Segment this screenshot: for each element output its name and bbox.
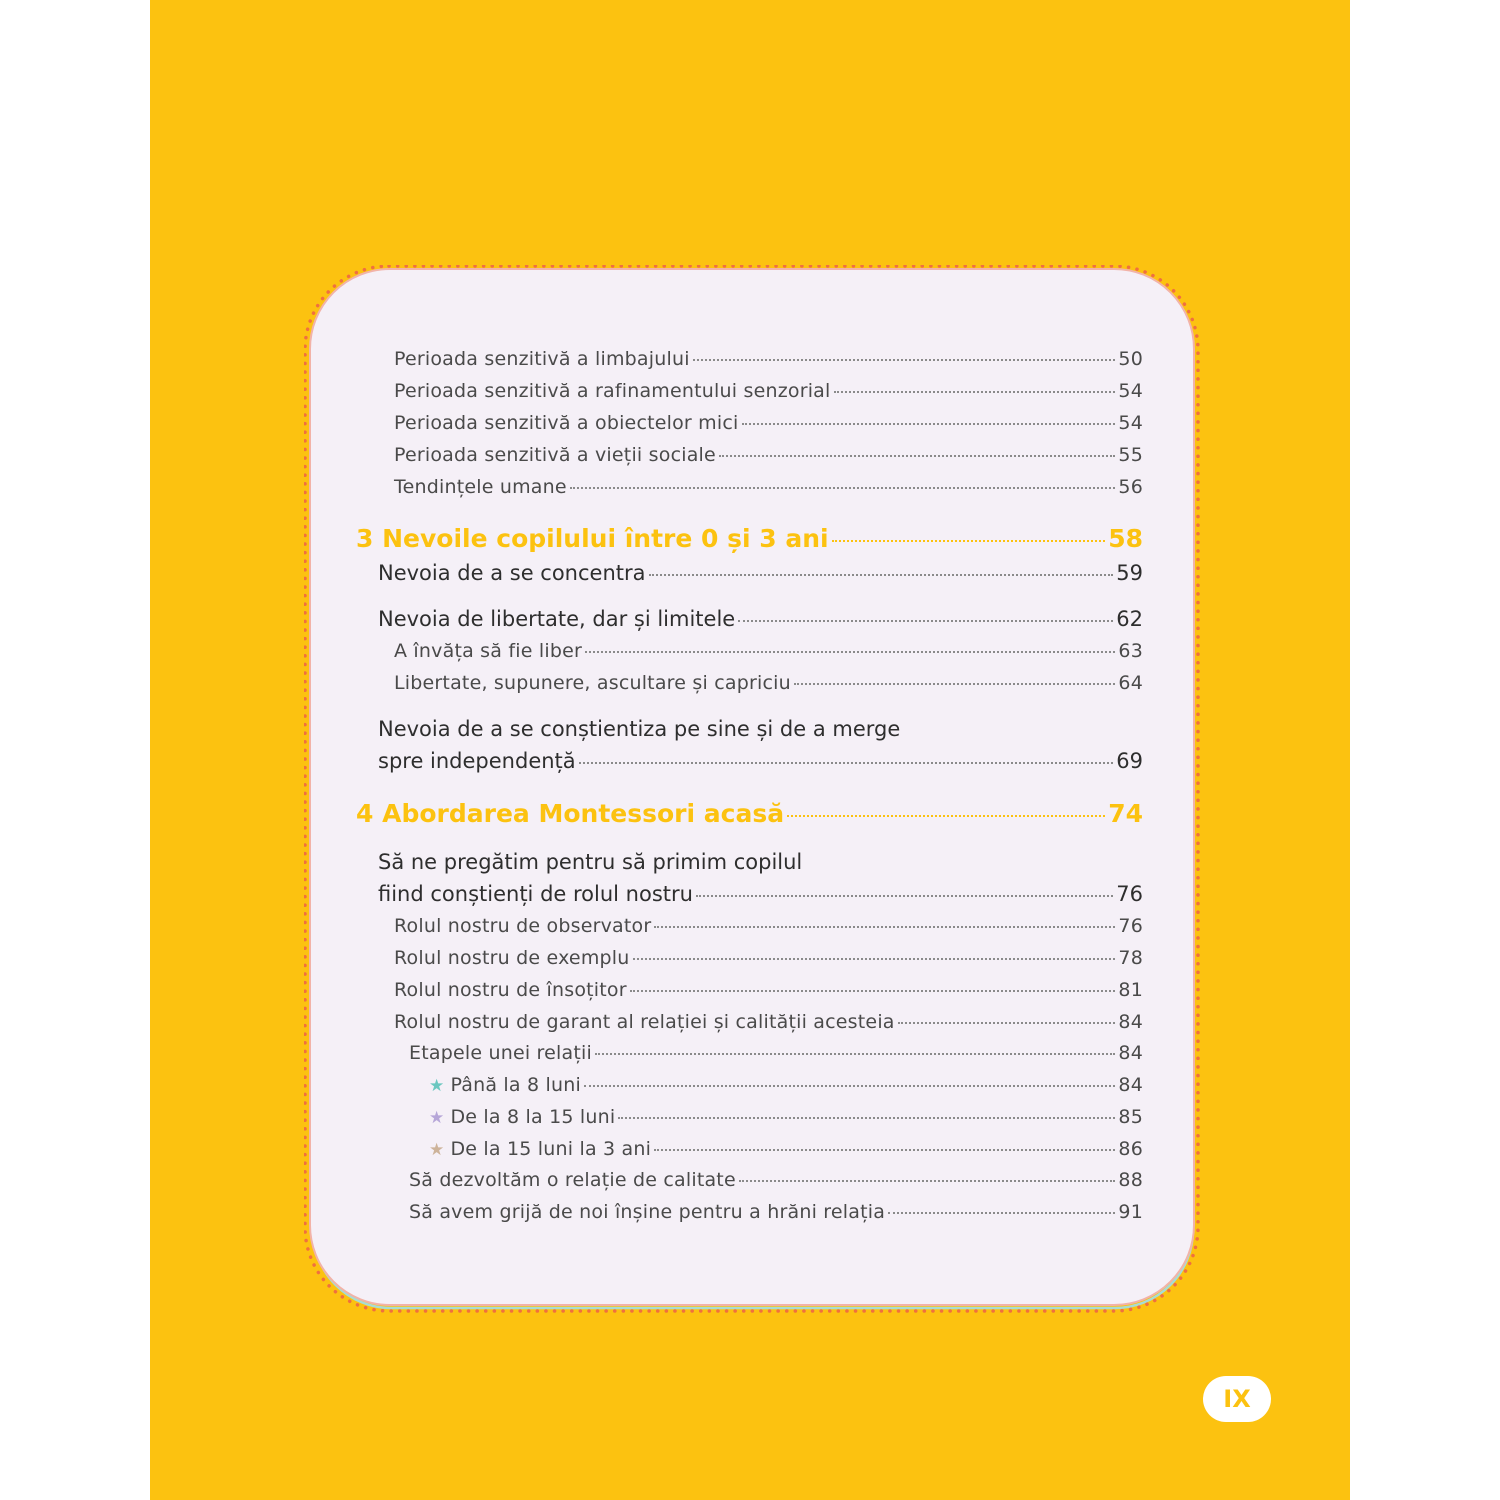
leader-dots xyxy=(595,1053,1115,1055)
entry-title: fiind conștienți de rolul nostru xyxy=(378,882,693,906)
chapter-heading[interactable] xyxy=(356,524,1143,553)
entry-title: Tendințele umane xyxy=(394,476,567,498)
leader-dots xyxy=(794,683,1116,685)
entry-page: 84 xyxy=(1118,1011,1143,1033)
toc-entry[interactable] xyxy=(378,607,1143,631)
entry-title: Perioada senzitivă a limbajului xyxy=(394,348,690,370)
entry-title: spre independență xyxy=(378,749,576,773)
entry-page: 69 xyxy=(1116,749,1143,773)
leader-dots xyxy=(834,391,1116,393)
toc-entry[interactable] xyxy=(378,882,1143,906)
leader-dots xyxy=(579,762,1114,764)
toc-entry[interactable] xyxy=(409,1201,1143,1223)
entry-page: 63 xyxy=(1118,640,1143,662)
entry-page: 84 xyxy=(1118,1074,1143,1096)
entry-page: 62 xyxy=(1116,607,1143,631)
entry-title: Nevoia de libertate, dar și limitele xyxy=(378,607,736,631)
entry-title: Rolul nostru de exemplu xyxy=(394,947,630,969)
entry-page: 88 xyxy=(1118,1169,1143,1191)
entry-title: A învăța să fie liber xyxy=(394,640,582,662)
leader-dots xyxy=(649,574,1114,576)
entry-page: 56 xyxy=(1118,476,1143,498)
leader-dots xyxy=(898,1022,1116,1024)
leader-dots xyxy=(630,990,1116,992)
toc-entry[interactable] xyxy=(429,1074,1143,1096)
toc-entry[interactable] xyxy=(394,476,1143,498)
chapter-page: 74 xyxy=(1108,799,1143,828)
leader-dots xyxy=(654,1149,1115,1151)
entry-title: Perioada senzitivă a vieții sociale xyxy=(394,444,716,466)
page-number-badge: IX xyxy=(1203,1376,1271,1422)
leader-dots xyxy=(696,895,1113,897)
entry-title-line1: Nevoia de a se conștientiza pe sine și de a merge xyxy=(378,717,901,741)
toc-entry[interactable] xyxy=(409,1042,1143,1064)
leader-dots xyxy=(832,540,1106,542)
entry-page: 76 xyxy=(1118,915,1143,937)
entry-page: 50 xyxy=(1118,348,1143,370)
entry-title: De la 15 luni la 3 ani xyxy=(450,1138,652,1160)
leader-dots xyxy=(570,487,1116,489)
entry-title: De la 8 la 15 luni xyxy=(450,1106,616,1128)
entry-page: 81 xyxy=(1118,979,1143,1001)
entry-page: 85 xyxy=(1118,1106,1143,1128)
toc-entry[interactable] xyxy=(378,561,1143,585)
chapter-title: 4 Abordarea Montessori acasă xyxy=(356,799,785,828)
chapter-heading[interactable] xyxy=(356,799,1143,828)
entry-title-line1: Să ne pregătim pentru să primim copilul xyxy=(378,850,803,874)
entry-title: Etapele unei relații xyxy=(409,1042,592,1064)
toc-entry[interactable] xyxy=(378,749,1143,773)
leader-dots xyxy=(787,815,1105,817)
leader-dots xyxy=(618,1117,1115,1119)
entry-page: 86 xyxy=(1118,1138,1143,1160)
leader-dots xyxy=(888,1212,1115,1214)
leader-dots xyxy=(719,455,1116,457)
toc-entry[interactable] xyxy=(409,1169,1143,1191)
toc-entry[interactable] xyxy=(394,672,1143,694)
toc-entry[interactable] xyxy=(394,444,1143,466)
leader-dots xyxy=(654,926,1115,928)
entry-title: Nevoia de a se concentra xyxy=(378,561,646,585)
leader-dots xyxy=(693,359,1116,361)
toc-entry[interactable] xyxy=(429,1138,1143,1160)
entry-title: Rolul nostru de însoțitor xyxy=(394,979,627,1001)
toc-entry[interactable] xyxy=(394,348,1143,370)
entry-page: 54 xyxy=(1118,380,1143,402)
leader-dots xyxy=(584,1085,1115,1087)
entry-page: 78 xyxy=(1118,947,1143,969)
entry-title: Să avem grijă de noi înșine pentru a hrăni relația xyxy=(409,1201,886,1223)
entry-title: Până la 8 luni xyxy=(450,1074,581,1096)
entry-page: 59 xyxy=(1116,561,1143,585)
entry-title: Perioada senzitivă a obiectelor mici xyxy=(394,412,739,434)
entry-title: Să dezvoltăm o relație de calitate xyxy=(409,1169,736,1191)
chapter-page: 58 xyxy=(1108,524,1143,553)
leader-dots xyxy=(633,958,1116,960)
toc-entry[interactable] xyxy=(429,1106,1143,1128)
star-icon: ★ xyxy=(429,1108,445,1128)
entry-page: 64 xyxy=(1118,672,1143,694)
entry-title: Libertate, supunere, ascultare și capriciu xyxy=(394,672,791,694)
star-icon: ★ xyxy=(429,1140,445,1160)
entry-title: Rolul nostru de observator xyxy=(394,915,652,937)
leader-dots xyxy=(738,620,1113,622)
leader-dots xyxy=(585,651,1115,653)
entry-page: 76 xyxy=(1116,882,1143,906)
entry-title: Perioada senzitivă a rafinamentului senzorial xyxy=(394,380,831,402)
entry-page: 84 xyxy=(1118,1042,1143,1064)
entry-title: Rolul nostru de garant al relației și calității acesteia xyxy=(394,1011,895,1033)
chapter-title: 3 Nevoile copilului între 0 și 3 ani xyxy=(356,524,829,553)
entry-page: 55 xyxy=(1118,444,1143,466)
toc-entry[interactable] xyxy=(394,947,1143,969)
toc-entry[interactable] xyxy=(394,640,1143,662)
toc-entry[interactable] xyxy=(394,1011,1143,1033)
toc-entry[interactable] xyxy=(394,979,1143,1001)
toc-entry[interactable] xyxy=(394,380,1143,402)
toc-entry[interactable] xyxy=(394,915,1143,937)
entry-page: 54 xyxy=(1118,412,1143,434)
leader-dots xyxy=(742,423,1116,425)
star-icon: ★ xyxy=(429,1076,445,1096)
leader-dots xyxy=(739,1180,1116,1182)
entry-page: 91 xyxy=(1118,1201,1143,1223)
toc-entry[interactable] xyxy=(394,412,1143,434)
